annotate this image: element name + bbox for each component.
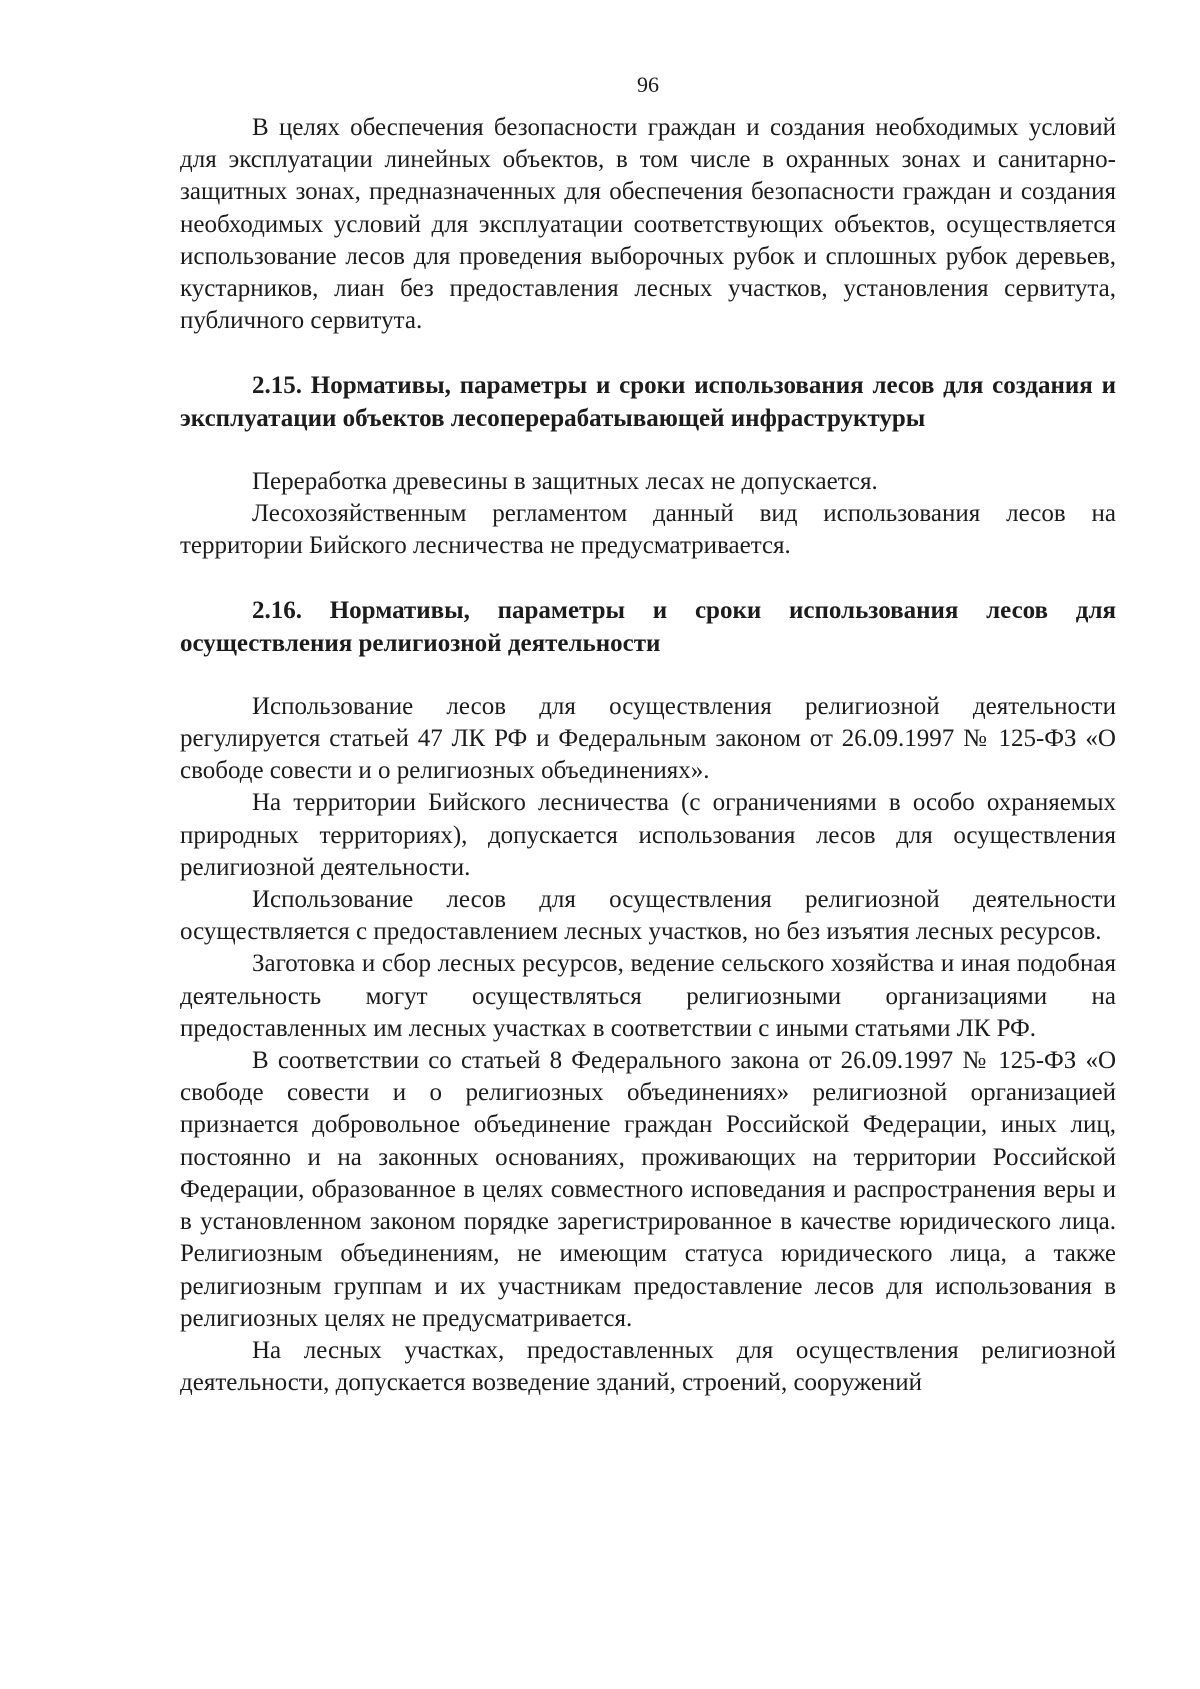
section-2-16-paragraph: На лесных участках, предоставленных для осуществления религиозной деятельности, допускается возведение зданий, строений, сооружений (180, 1336, 1116, 1397)
section-2-16-paragraph: На территории Бийского лесничества (с ограничениями в особо охраняемых природных территориях), допускается использования лесов для осуществления религиозной деятельности. (180, 789, 1116, 881)
spacer (180, 660, 1116, 691)
section-2-15-heading: 2.15. Нормативы, параметры и сроки использования лесов для создания и эксплуатации объектов лесоперерабатывающей инфраструктуры (180, 372, 1116, 432)
section-2-16-paragraph: В соответствии со статьей 8 Федерального закона от 26.09.1997 № 125-ФЗ «О свободе совести и о религиозных объединениях» религиозной организацией признается добровольное объединение граждан Российской Федерации, иных лиц, постоянно и на законных основаниях, проживающих на территории Российской Федерации, образованное в целях совместного исповедания и распространения веры и в установленном законом порядке зарегистрированное в качестве юридического лица. Религиозным объединениям, не имеющим статуса юридического лица, а также религиозным группам и их участникам предоставление лесов для использования в религиозных целях не предусматривается. (180, 1047, 1116, 1332)
spacer (180, 337, 1116, 370)
section-2-15-paragraph: Лесохозяйственным регламентом данный вид использования лесов на территории Бийского лесничества не предусматривается. (180, 500, 1116, 560)
section-2-16-paragraph: Использование лесов для осуществления религиозной деятельности осуществляется с предоставлением лесных участков, но без изъятия лесных ресурсов. (180, 886, 1116, 946)
section-2-16-paragraph: Использование лесов для осуществления религиозной деятельности регулируется статьей 47 ЛК РФ и Федеральным законом от 26.09.1997 № 125-ФЗ «О свободе совести и о религиозных объединениях». (180, 692, 1116, 785)
section-2-16-heading: 2.16. Нормативы, параметры и сроки использования лесов для осуществления религиозной деятельности (180, 597, 1116, 657)
section-2-15-paragraph: Переработка древесины в защитных лесах не допускается. (252, 467, 878, 495)
intro-paragraph: В целях обеспечения безопасности граждан и создания необходимых условий для эксплуатации линейных объектов, в том числе в охранных зонах и санитарно-защитных зонах, предназначенных для обеспечения безопасности граждан и создания необходимых условий для эксплуатации соответствующих объектов, осуществляется использование лесов для проведения выборочных рубок и сплошных рубок деревьев, кустарников, лиан без предоставления лесных участков, установления сервитута, публичного сервитута. (180, 114, 1116, 335)
spacer (180, 562, 1116, 595)
page-number: 96 (637, 72, 659, 97)
spacer (180, 435, 1116, 466)
document-page (180, 70, 1116, 1399)
section-2-16-paragraph: Заготовка и сбор лесных ресурсов, ведение сельского хозяйства и иная подобная деятельность могут осуществляться религиозными организациями на предоставленных им лесных участках в соответствии с иными статьями ЛК РФ. (180, 950, 1116, 1042)
